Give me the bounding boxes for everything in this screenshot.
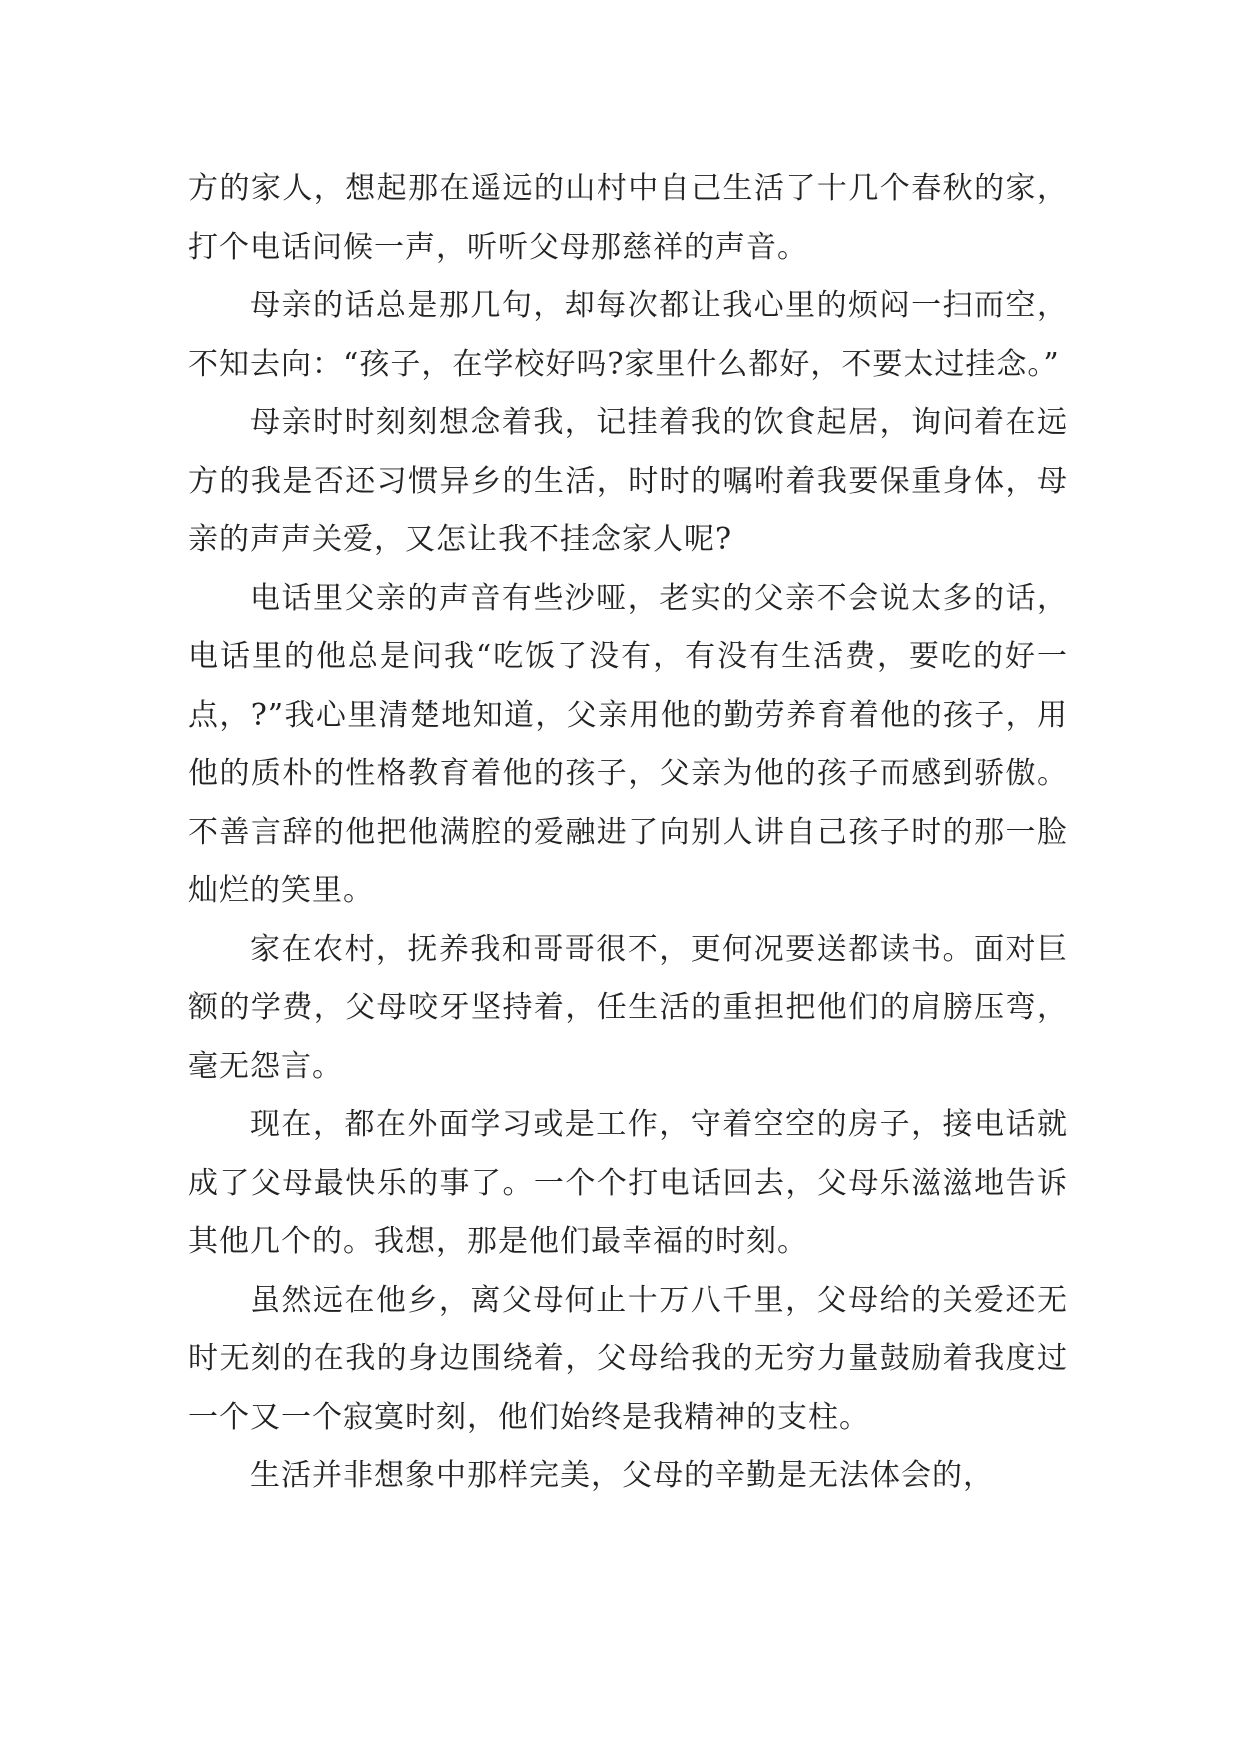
paragraph: 母亲的话总是那几句，却每次都让我心里的烦闷一扫而空，不知去向：“孩子，在学校好吗?家里什么都好，不要太过挂念。”: [188, 288, 1068, 382]
paragraph: 电话里父亲的声音有些沙哑，老实的父亲不会说太多的话，电话里的他总是问我“吃饭了没有，有没有生活费，要吃的好一点，?”我心里清楚地知道，父亲用他的勤劳养育着他的孩子，用他的质朴的性格教育着他的孩子，父亲为他的孩子而感到骄傲。不善言辞的他把他满腔的爱融进了向别人讲自己孩子时的那一脸灿烂的笑里。: [188, 580, 1068, 908]
paragraph: 生活并非想象中那样完美，父母的辛勤是无法体会的，: [250, 1458, 994, 1493]
paragraph: 母亲时时刻刻想念着我，记挂着我的饮食起居，询问着在远方的我是否还习惯异乡的生活，时时的嘱咐着我要保重身体，母亲的声声关爱，又怎让我不挂念家人呢?: [188, 405, 1068, 557]
paragraph: 家在农村，抚养我和哥哥很不，更何况要送都读书。面对巨额的学费，父母咬牙坚持着，任生活的重担把他们的肩膀压弯，毫无怨言。: [188, 931, 1068, 1084]
document-body: [188, 160, 1068, 1506]
paragraph-continued: 方的家人，想起那在遥远的山村中自己生活了十几个春秋的家，打个电话问候一声，听听父母那慈祥的声音。: [188, 171, 1068, 265]
paragraph: 虽然远在他乡，离父母何止十万八千里，父母给的关爱还无时无刻的在我的身边围绕着，父母给我的无穷力量鼓励着我度过一个又一个寂寞时刻，他们始终是我精神的支柱。: [188, 1282, 1068, 1435]
paragraph: 现在，都在外面学习或是工作，守着空空的房子，接电话就成了父母最快乐的事了。一个个打电话回去，父母乐滋滋地告诉其他几个的。我想，那是他们最幸福的时刻。: [188, 1107, 1068, 1259]
